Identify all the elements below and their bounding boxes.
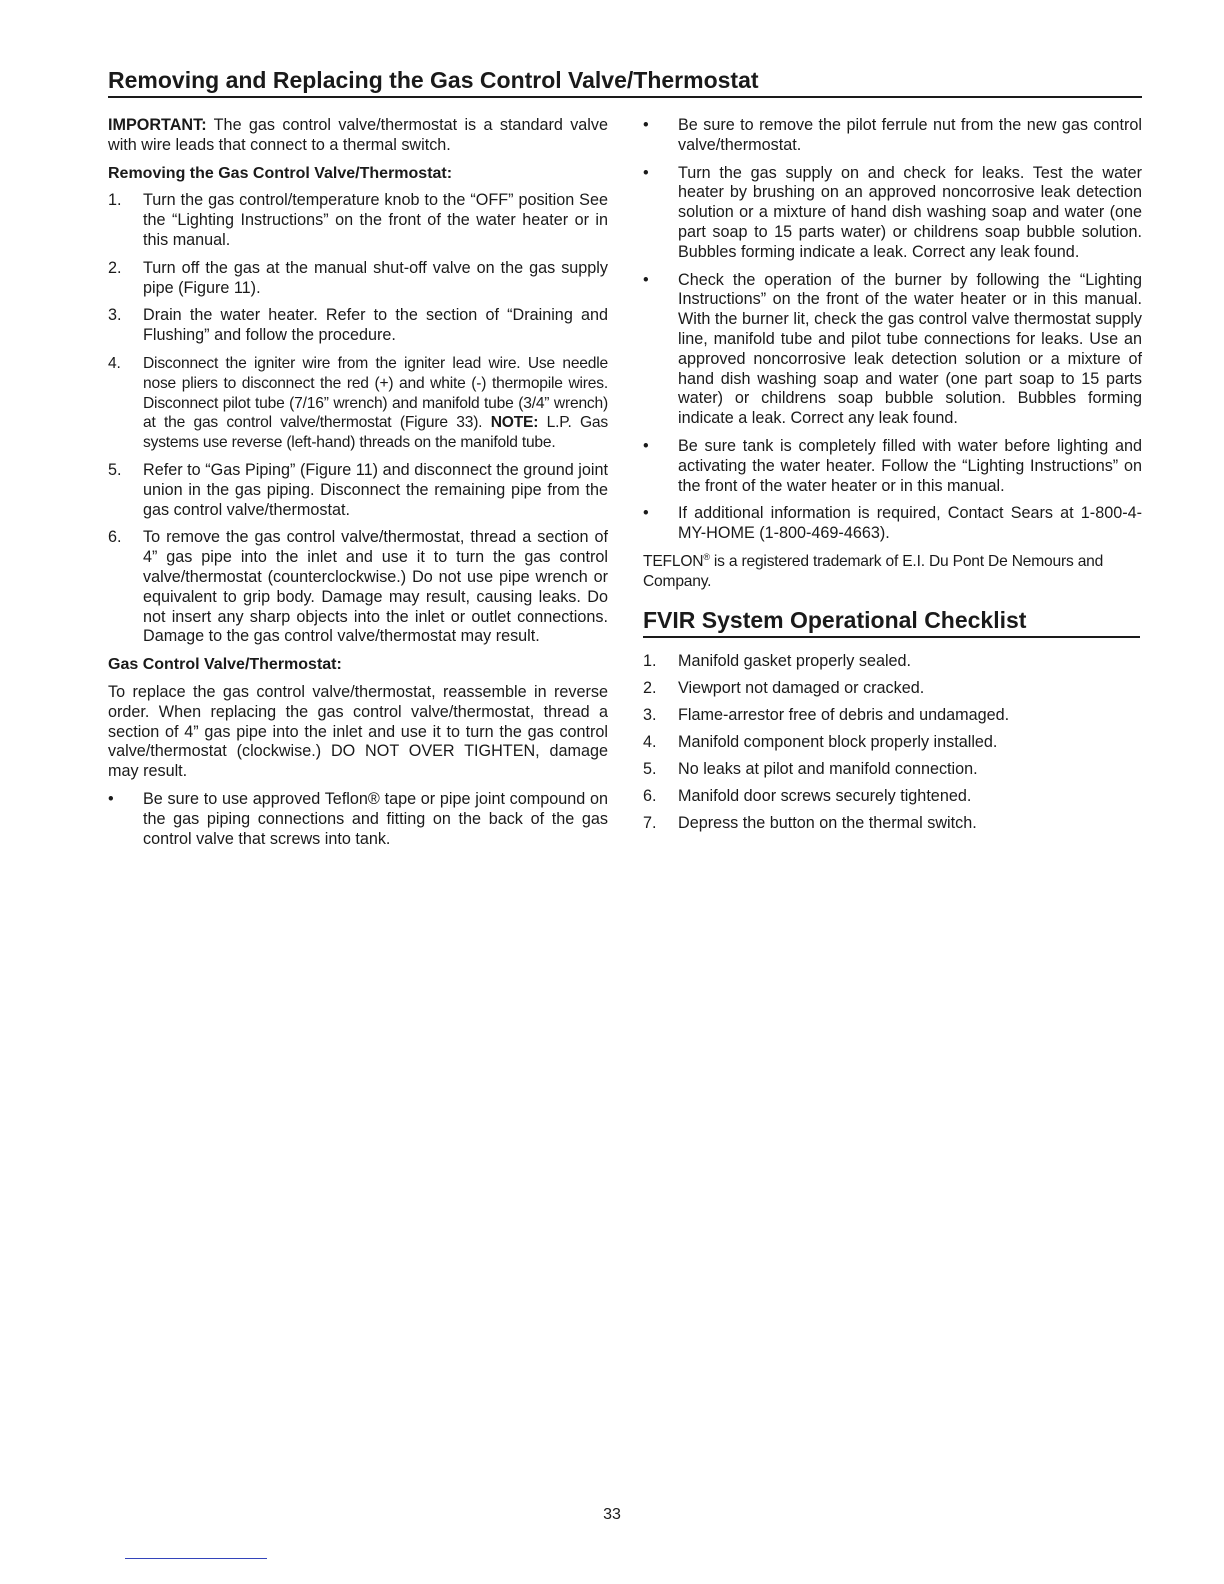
item-number: 1. xyxy=(643,651,657,670)
list-item xyxy=(108,528,608,647)
list-item xyxy=(108,790,608,849)
right-bullets xyxy=(643,116,1142,544)
item-text: No leaks at pilot and manifold connection. xyxy=(678,759,978,778)
step-text: To remove the gas control valve/thermostat, thread a section of 4” gas pipe into the inlet and use it to turn the gas control valve/thermostat (counterclockwise.) Do not use pipe wrench or equivalent to grip body. Damage may result, causing leaks. Do not insert any sharp objects into the inlet or outlet connections. Damage to the gas control valve/thermostat may result. xyxy=(143,528,608,646)
step-text: Turn off the gas at the manual shut-off valve on the gas supply pipe (Figure 11). xyxy=(143,258,608,297)
item-number: 5. xyxy=(643,759,657,778)
replacing-heading: Gas Control Valve/Thermostat: xyxy=(108,656,342,674)
page-title: Removing and Replacing the Gas Control Valve/Thermostat xyxy=(108,66,1142,98)
list-item xyxy=(643,504,1142,544)
note-label: NOTE: xyxy=(490,414,539,432)
list-item xyxy=(643,733,1142,753)
item-number: 7. xyxy=(643,814,657,833)
item-number: 3. xyxy=(643,705,657,724)
list-item xyxy=(643,706,1142,726)
fvir-checklist xyxy=(643,652,1142,834)
list-item xyxy=(108,306,608,346)
list-item xyxy=(643,164,1142,263)
list-item xyxy=(643,271,1142,429)
bullet-mark: • xyxy=(108,789,114,808)
important-text: The gas control valve/thermostat is a standard valve with wire leads that connect to a thermal switch. xyxy=(108,116,608,154)
bullet-mark: • xyxy=(643,504,649,523)
replacing-paragraph: To replace the gas control valve/thermostat, reassemble in reverse order. When replacing the gas control valve/thermostat, thread a section of 4” gas pipe into the inlet and use it to turn the gas control valve/thermostat (clockwise.) DO NOT OVER TIGHTEN, damage may result. xyxy=(108,682,608,781)
step-number: 1. xyxy=(108,191,122,210)
left-column xyxy=(108,116,608,857)
item-text: Depress the button on the thermal switch. xyxy=(678,814,977,833)
step-number: 3. xyxy=(108,306,122,325)
list-item xyxy=(643,116,1142,156)
step-number: 4. xyxy=(108,354,121,372)
step-text: Refer to “Gas Piping” (Figure 11) and disconnect the ground joint union in the gas piping. Disconnect the remaining pipe from the gas control valve/thermostat. xyxy=(143,460,608,519)
bullet-text: Be sure to use approved Teflon® tape or pipe joint compound on the gas piping connections and fitting on the back of the gas control valve that screws into tank. xyxy=(143,789,608,848)
list-item xyxy=(643,437,1142,496)
item-text: Viewport not damaged or cracked. xyxy=(678,678,925,697)
bullet-mark: • xyxy=(643,436,649,455)
removing-heading: Removing the Gas Control Valve/Thermostat: xyxy=(108,164,453,182)
step-text: Disconnect the igniter wire from the igniter lead wire. Use needle nose pliers to disconnect the red (+) and white (-) thermopile wires. Disconnect pilot tube (7/16” wrench) and manifold tube (3/4” wrench) at the gas control valve/thermostat (Figure 33). xyxy=(143,354,608,432)
bullet-text: Check the operation of the burner by following the “Lighting Instructions” on the front of the water heater or in this manual. With the burner lit, check the gas control valve thermostat supply line, manifold tube and pilot tube connections for leaks. Use an approved noncorrosive leak detection solution or a mixture of hand dish washing soap and water (one part soap to 15 parts water) or childrens soap bubble solution. Bubbles forming indicate a leak. Correct any leak found. xyxy=(678,270,1142,428)
important-label: IMPORTANT: xyxy=(108,116,207,134)
list-item xyxy=(108,191,608,250)
teflon-rest: is a registered trademark of E.I. Du Pont De Nemours and Company. xyxy=(643,552,1104,590)
step-number: 6. xyxy=(108,528,122,547)
teflon-trademark-note xyxy=(643,552,1142,592)
step-number: 5. xyxy=(108,460,122,479)
list-item xyxy=(108,461,608,520)
item-number: 4. xyxy=(643,732,657,751)
item-text: Manifold gasket properly sealed. xyxy=(678,651,912,670)
bullet-text: Turn the gas supply on and check for leaks. Test the water heater by brushing on an approved noncorrosive leak detection solution or a mixture of hand dish washing soap and water (one part soap to 15 parts water) or childrens soap bubble solution. Bubbles forming indicate a leak. Correct any leak found. xyxy=(678,163,1142,261)
bullet-mark: • xyxy=(643,116,649,134)
step-text: Drain the water heater. Refer to the section of “Draining and Flushing” and follow the procedure. xyxy=(143,306,608,345)
item-number: 6. xyxy=(643,787,657,805)
list-item xyxy=(643,760,1142,780)
bullet-mark: • xyxy=(643,270,649,289)
item-text: Manifold door screws securely tightened. xyxy=(678,787,972,805)
step-number: 2. xyxy=(108,258,122,277)
teflon-word: TEFLON xyxy=(643,552,704,570)
bullet-text: Be sure to remove the pilot ferrule nut from the new gas control valve/thermostat. xyxy=(678,116,1142,154)
bullet-mark: • xyxy=(643,163,649,182)
list-item xyxy=(108,259,608,299)
bullet-text: Be sure tank is completely filled with water before lighting and activating the water heater. Follow the “Lighting Instructions” on the front of the water heater or in this manual. xyxy=(678,436,1142,495)
item-text: Flame-arrestor free of debris and undamaged. xyxy=(678,705,1010,724)
list-item xyxy=(643,814,1142,834)
item-number: 2. xyxy=(643,678,657,697)
footer-divider xyxy=(125,1558,267,1559)
step-text: Turn the gas control/temperature knob to the “OFF” position See the “Lighting Instructions” on the front of the water heater or in this manual. xyxy=(143,191,608,249)
removing-steps xyxy=(108,191,608,647)
list-item xyxy=(643,679,1142,699)
item-text: Manifold component block properly installed. xyxy=(678,732,998,751)
list-item xyxy=(643,787,1142,807)
list-item xyxy=(108,354,608,453)
important-note xyxy=(108,116,608,156)
page-number: 33 xyxy=(603,1506,621,1523)
left-bullets xyxy=(108,790,608,849)
registered-mark: ® xyxy=(703,551,710,562)
right-column xyxy=(643,116,1142,841)
bullet-text: If additional information is required, Contact Sears at 1-800-4-MY-HOME (1-800-469-4663). xyxy=(678,504,1142,543)
fvir-heading: FVIR System Operational Checklist xyxy=(643,606,1140,638)
note-text: L.P. Gas systems use reverse (left-hand) threads on the manifold tube. xyxy=(143,414,608,452)
list-item xyxy=(643,652,1142,672)
